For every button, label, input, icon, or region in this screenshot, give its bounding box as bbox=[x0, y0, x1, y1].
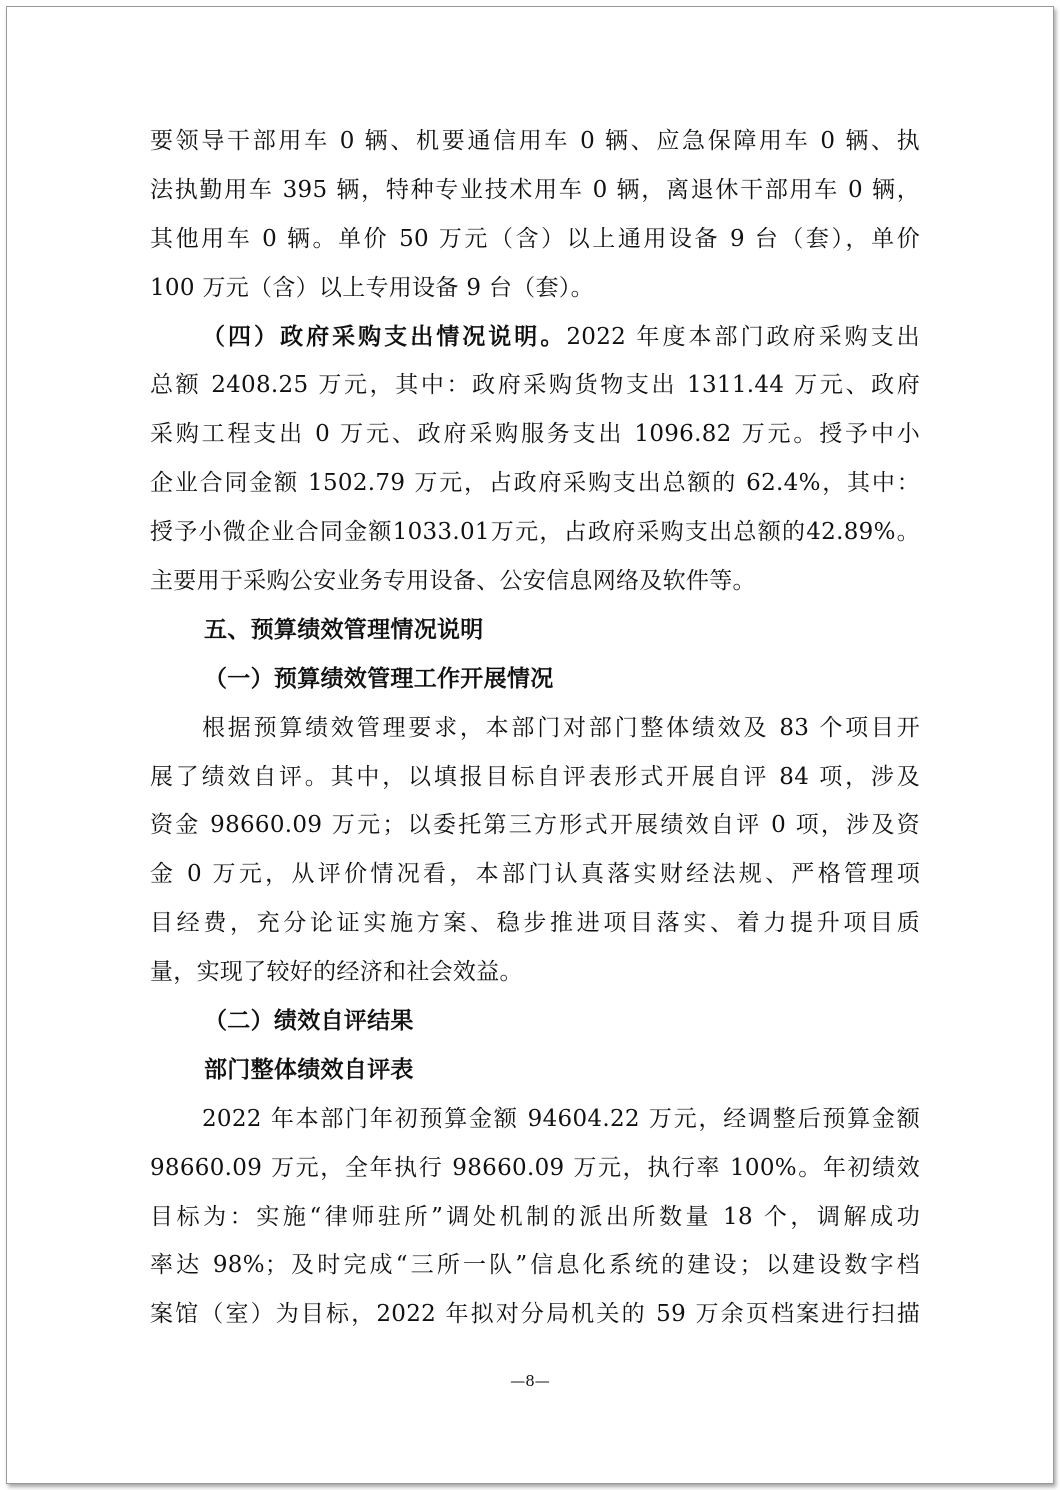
text-line: 主要用于采购公安业务专用设备、公安信息网络及软件等。 bbox=[150, 568, 756, 595]
table-title-heading: 部门整体绩效自评表 bbox=[204, 1056, 414, 1083]
text-line: 案馆（室）为目标，2022 年拟对分局机关的 59 万余页档案进行扫描 bbox=[150, 1301, 920, 1328]
text-line: 金 0 万元，从评价情况看，本部门认真落实财经法规、严格管理项 bbox=[150, 861, 920, 888]
text-line: 100 万元（含）以上专用设备 9 台（套）。 bbox=[150, 274, 594, 301]
text-line: 总额 2408.25 万元，其中：政府采购货物支出 1311.44 万元、政府 bbox=[150, 372, 920, 399]
text-line: 根据预算绩效管理要求，本部门对部门整体绩效及 83 个项目开 bbox=[202, 714, 920, 741]
subsection-heading: （二）绩效自评结果 bbox=[204, 1008, 414, 1035]
procurement-paragraph-first-line bbox=[150, 313, 920, 362]
text-line: 2022 年本部门年初预算金额 94604.22 万元，经调整后预算金额 bbox=[202, 1105, 920, 1132]
subsection-heading: （一）预算绩效管理工作开展情况 bbox=[204, 665, 554, 692]
document-body bbox=[150, 117, 920, 1339]
text-line: 率达 98%；及时完成“三所一队”信息化系统的建设；以建设数字档 bbox=[150, 1252, 920, 1279]
text-line: 目标为：实施“律师驻所”调处机制的派出所数量 18 个，调解成功 bbox=[150, 1203, 920, 1230]
section-heading: 五、预算绩效管理情况说明 bbox=[204, 616, 484, 643]
text-line: 目经费，充分论证实施方案、稳步推进项目落实、着力提升项目质 bbox=[150, 910, 920, 937]
text-line: 采购工程支出 0 万元、政府采购服务支出 1096.82 万元。授予中小 bbox=[150, 421, 920, 448]
procurement-heading: （四）政府采购支出情况说明。 bbox=[202, 323, 567, 350]
page-number: —8— bbox=[510, 1372, 550, 1390]
text-span: 2022 年度本部门政府采购支出 bbox=[566, 323, 920, 350]
text-line: 展了绩效自评。其中，以填报目标自评表形式开展自评 84 项，涉及 bbox=[150, 763, 920, 790]
text-line: 其他用车 0 辆。单价 50 万元（含）以上通用设备 9 台（套），单价 bbox=[150, 225, 920, 252]
text-line: 法执勤用车 395 辆，特种专业技术用车 0 辆，离退休干部用车 0 辆， bbox=[150, 176, 920, 203]
text-line: 要领导干部用车 0 辆、机要通信用车 0 辆、应急保障用车 0 辆、执 bbox=[150, 128, 920, 154]
text-line: 授予小微企业合同金额1033.01万元，占政府采购支出总额的42.89%。 bbox=[150, 519, 920, 546]
text-line: 资金 98660.09 万元；以委托第三方形式开展绩效自评 0 项，涉及资 bbox=[150, 812, 920, 839]
text-line: 量，实现了较好的经济和社会效益。 bbox=[150, 959, 523, 986]
text-line: 企业合同金额 1502.79 万元，占政府采购支出总额的 62.4%，其中： bbox=[150, 470, 920, 497]
text-line: 98660.09 万元，全年执行 98660.09 万元，执行率 100%。年初绩效 bbox=[150, 1154, 920, 1181]
